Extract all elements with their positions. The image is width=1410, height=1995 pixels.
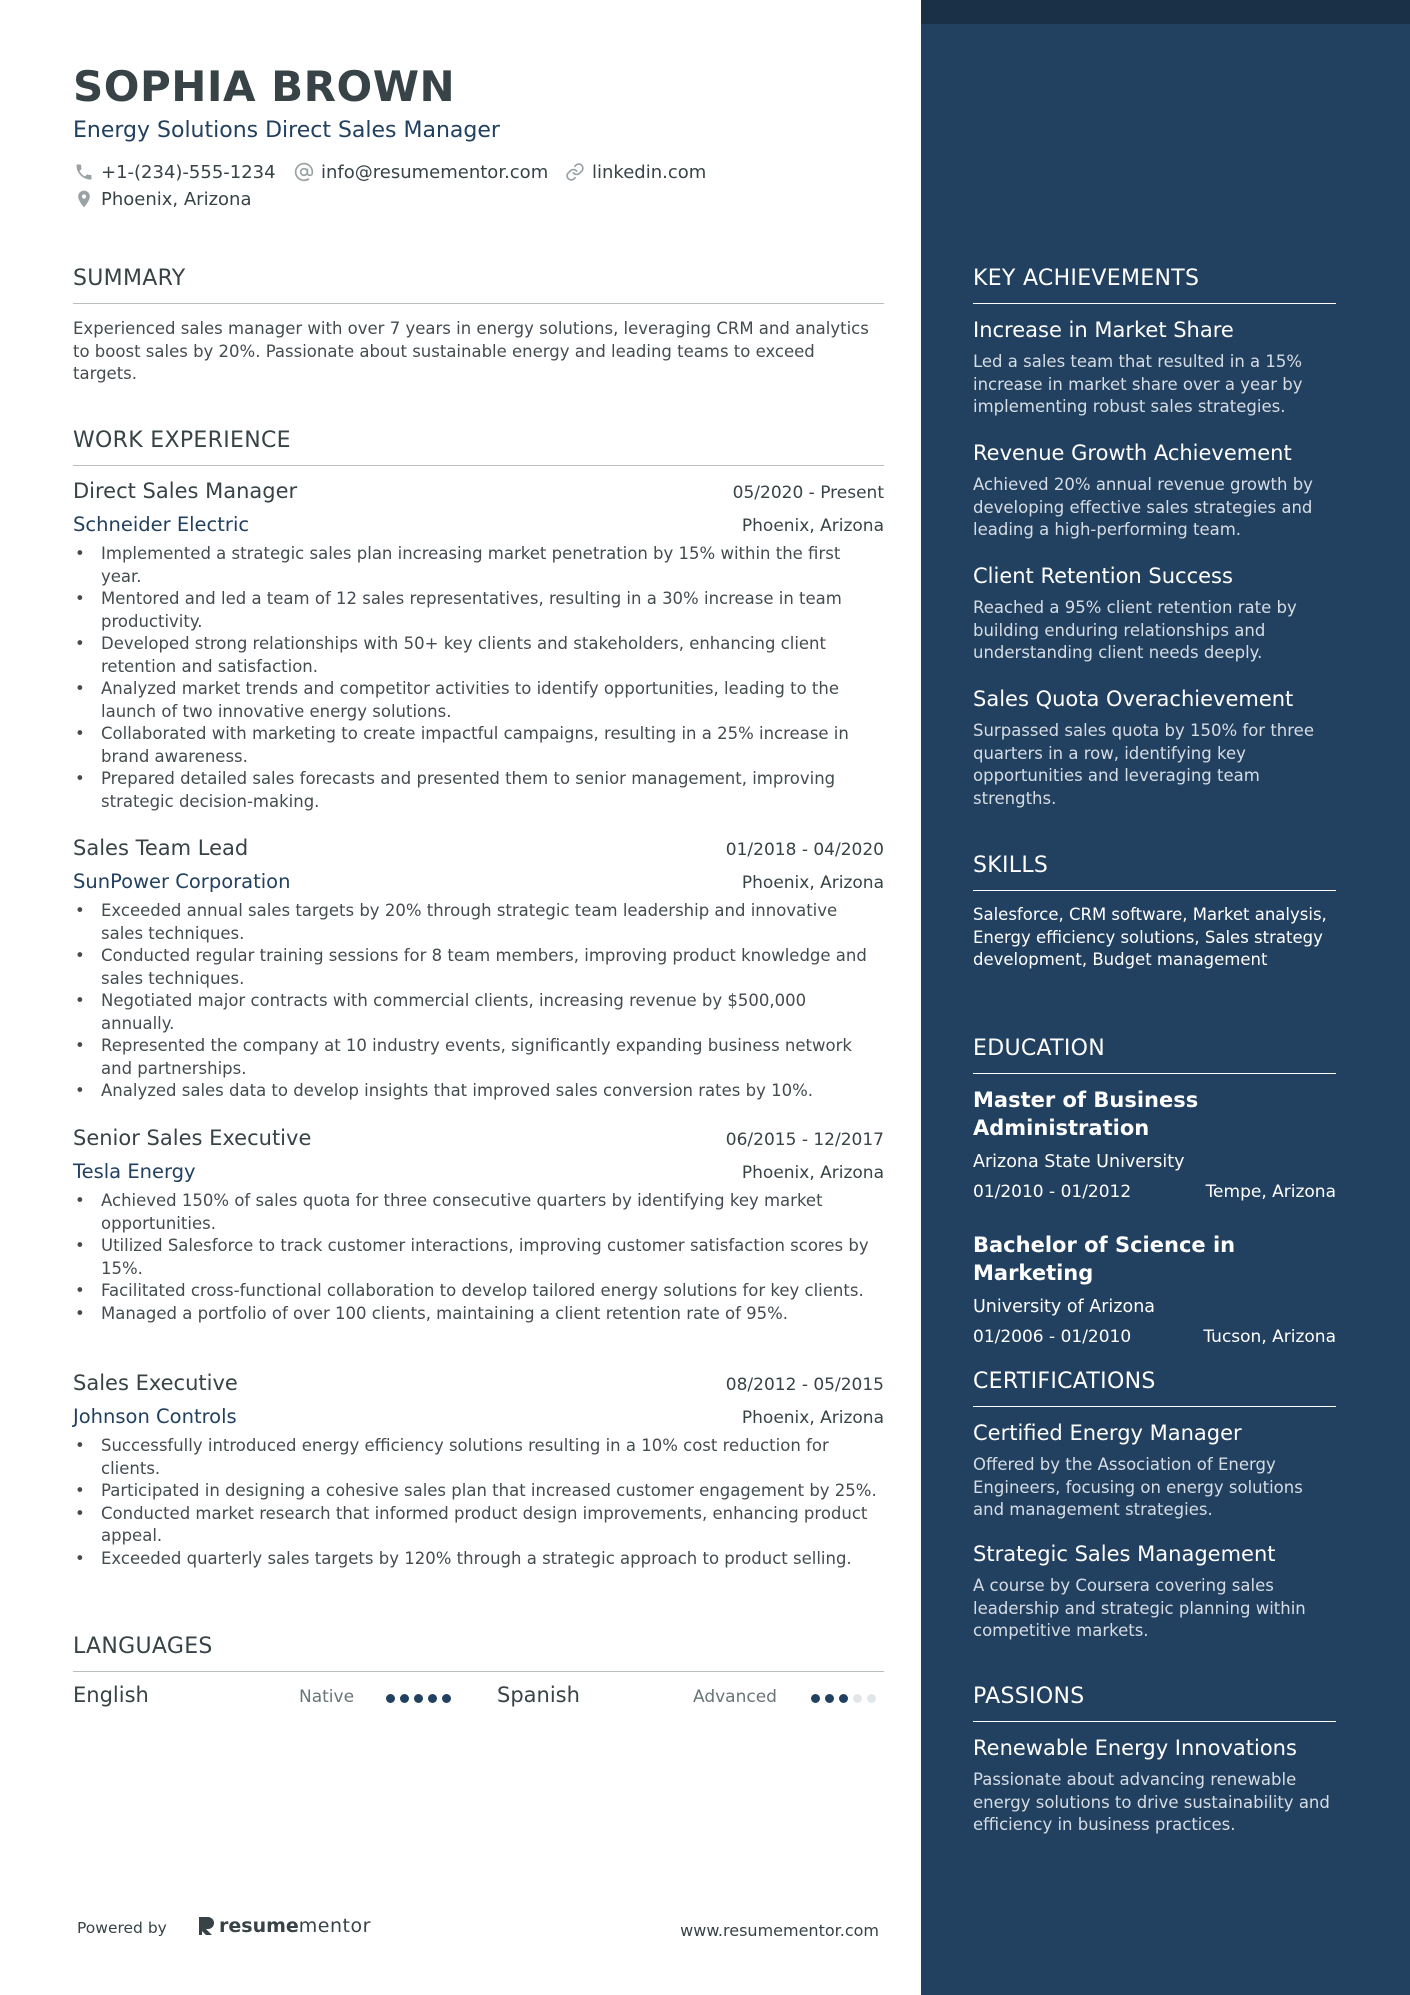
job-location: Phoenix, Arizona: [741, 873, 884, 893]
job-bullet: • Managed a portfolio of over 100 clients, maintaining a client retention rate of 95%.: [73, 1303, 884, 1326]
map-pin-icon: [73, 188, 95, 210]
education-location: Tempe, Arizona: [1205, 1182, 1336, 1202]
language-name: Spanish: [497, 1683, 580, 1707]
location-text: Phoenix, Arizona: [101, 188, 252, 210]
job-bullets: [73, 543, 884, 813]
education-dates: 01/2006 - 01/2010: [973, 1327, 1132, 1347]
achievement-item: [973, 685, 1336, 810]
job-bullet: • Represented the company at 10 industry events, significantly expanding business network and partnerships.: [73, 1035, 884, 1080]
job-bullet: • Prepared detailed sales forecasts and presented them to senior management, improving strategic decision-making.: [73, 768, 884, 813]
job-company: Johnson Controls: [73, 1405, 237, 1428]
education-location: Tucson, Arizona: [1203, 1327, 1336, 1347]
rating-dot-filled: [811, 1694, 820, 1703]
language-level: Advanced: [693, 1687, 777, 1707]
footer-url[interactable]: www.resumementor.com: [680, 1921, 879, 1940]
rating-dot-filled: [825, 1694, 834, 1703]
logo-text-light: mentor: [298, 1915, 371, 1937]
job-dates: 06/2015 - 12/2017: [725, 1130, 884, 1150]
contact-linkedin: [564, 161, 706, 183]
job-title: Senior Sales Executive: [73, 1126, 312, 1150]
certification-text: Offered by the Association of Energy Engineers, focusing on energy solutions and management strategies.: [973, 1455, 1303, 1519]
education-item: [973, 1231, 1336, 1347]
achievement-text: Achieved 20% annual revenue growth by developing effective sales strategies and leading a high-performing team.: [973, 475, 1313, 539]
powered-by-label: Powered by: [77, 1919, 167, 1937]
job-bullet: • Analyzed market trends and competitor activities to identify opportunities, leading to the launch of two innovative energy solutions.: [73, 678, 884, 723]
candidate-name: SOPHIA BROWN: [73, 62, 456, 111]
achievement-title: Sales Quota Overachievement: [973, 687, 1294, 711]
job-bullet: • Utilized Salesforce to track customer interactions, improving customer satisfaction scores by 15%.: [73, 1235, 884, 1280]
job-company: Tesla Energy: [73, 1160, 196, 1183]
education-heading: EDUCATION: [973, 1036, 1336, 1074]
achievement-title: Increase in Market Share: [973, 318, 1234, 342]
education-meta: [973, 1327, 1336, 1347]
logo-mark-icon: [198, 1916, 215, 1936]
job-location: Phoenix, Arizona: [741, 516, 884, 536]
job-bullet: • Exceeded quarterly sales targets by 120% through a strategic approach to product selling.: [73, 1548, 884, 1571]
job-location: Phoenix, Arizona: [741, 1163, 884, 1183]
job-title: Sales Team Lead: [73, 836, 249, 860]
education-degree: Master of Business Administration: [973, 1088, 1199, 1140]
certifications-heading: CERTIFICATIONS: [973, 1369, 1336, 1407]
achievement-item: [973, 316, 1336, 419]
languages-list: [73, 1683, 884, 1715]
language-level: Native: [299, 1687, 355, 1707]
job-bullet: • Facilitated cross-functional collaboration to develop tailored energy solutions for key clients.: [73, 1280, 884, 1303]
education-school: University of Arizona: [973, 1297, 1156, 1317]
education-meta: [973, 1182, 1336, 1202]
certification-text: A course by Coursera covering sales leadership and strategic planning within competitive markets.: [973, 1576, 1306, 1640]
rating-dot-empty: [853, 1694, 862, 1703]
skills-heading: SKILLS: [973, 853, 1336, 891]
resumementor-logo[interactable]: [198, 1915, 371, 1937]
job-dates: 01/2018 - 04/2020: [725, 840, 884, 860]
rating-dot-filled: [428, 1694, 437, 1703]
job-title: Sales Executive: [73, 1371, 238, 1395]
logo-text-bold: resume: [219, 1915, 299, 1937]
achievements-heading: KEY ACHIEVEMENTS: [973, 266, 1336, 304]
certification-item: [973, 1540, 1336, 1643]
achievement-title: Client Retention Success: [973, 564, 1233, 588]
language-name: English: [73, 1683, 149, 1707]
achievement-title: Revenue Growth Achievement: [973, 441, 1292, 465]
education-item: [973, 1086, 1336, 1202]
job-dates: 08/2012 - 05/2015: [725, 1375, 884, 1395]
job-bullet: • Participated in designing a cohesive sales plan that increased customer engagement by 25%.: [73, 1480, 884, 1503]
rating-dot-filled: [839, 1694, 848, 1703]
rating-dot-filled: [442, 1694, 451, 1703]
phone-text: +1-(234)-555-1234: [101, 161, 276, 183]
job-bullet: • Implemented a strategic sales plan increasing market penetration by 15% within the first year.: [73, 543, 884, 588]
job-dates: 05/2020 - Present: [732, 483, 884, 503]
achievement-item: [973, 562, 1336, 665]
education-dates: 01/2010 - 01/2012: [973, 1182, 1132, 1202]
job-bullet: • Negotiated major contracts with commercial clients, increasing revenue by $500,000 annually.: [73, 990, 884, 1035]
contact-location: [73, 188, 251, 210]
link-icon: [564, 161, 586, 183]
certification-title: Certified Energy Manager: [973, 1421, 1242, 1445]
job-bullet: • Achieved 150% of sales quota for three consecutive quarters by identifying key market opportunities.: [73, 1190, 884, 1235]
certification-item: [973, 1419, 1336, 1522]
job-company: SunPower Corporation: [73, 870, 291, 893]
job-entry: [73, 836, 884, 1103]
rating-dot-empty: [867, 1694, 876, 1703]
achievement-item: [973, 439, 1336, 542]
rating-dot-filled: [400, 1694, 409, 1703]
summary-heading: SUMMARY: [73, 266, 884, 304]
job-title: Direct Sales Manager: [73, 479, 298, 503]
job-bullet: • Mentored and led a team of 12 sales representatives, resulting in a 30% increase in team productivity.: [73, 588, 884, 633]
job-bullet: • Analyzed sales data to develop insights that improved sales conversion rates by 10%.: [73, 1080, 884, 1103]
education-degree: Bachelor of Science in Marketing: [973, 1233, 1236, 1285]
email-text[interactable]: info@resumementor.com: [321, 161, 549, 183]
rating-dot-filled: [414, 1694, 423, 1703]
job-bullets: [73, 1190, 884, 1325]
achievement-text: Reached a 95% client retention rate by building enduring relationships and understanding client needs deeply.: [973, 598, 1297, 662]
job-bullet: • Successfully introduced energy efficiency solutions resulting in a 10% cost reduction for clients.: [73, 1435, 884, 1480]
achievement-text: Led a sales team that resulted in a 15% increase in market share over a year by implementing robust sales strategies.: [973, 352, 1303, 416]
language-rating: [386, 1694, 451, 1703]
sidebar: [921, 0, 1410, 1995]
language-rating: [811, 1694, 876, 1703]
passion-item: [973, 1734, 1336, 1837]
job-bullet: • Conducted regular training sessions for 8 team members, improving product knowledge and sales techniques.: [73, 945, 884, 990]
job-entry: [73, 479, 884, 813]
languages-heading: LANGUAGES: [73, 1634, 884, 1672]
certification-title: Strategic Sales Management: [973, 1542, 1276, 1566]
candidate-role: Energy Solutions Direct Sales Manager: [73, 118, 500, 143]
job-entry: [73, 1126, 884, 1325]
job-company: Schneider Electric: [73, 513, 250, 536]
summary-text: Experienced sales manager with over 7 years in energy solutions, leveraging CRM and analytics to boost sales by 20%. Passionate about sustainable energy and leading teams to exceed targets.: [73, 319, 869, 383]
skills-list: [973, 904, 1336, 972]
job-bullets: [73, 1435, 884, 1570]
education-school: Arizona State University: [973, 1152, 1185, 1172]
job-entry: [73, 1371, 884, 1570]
at-sign-icon: [293, 161, 315, 183]
job-bullet: • Developed strong relationships with 50+ key clients and stakeholders, enhancing client retention and satisfaction.: [73, 633, 884, 678]
sidebar-top-band: [921, 0, 1410, 24]
passions-heading: PASSIONS: [973, 1684, 1336, 1722]
experience-heading: WORK EXPERIENCE: [73, 428, 884, 466]
contact-email: [293, 161, 548, 183]
phone-icon: [73, 161, 95, 183]
contact-phone: [73, 161, 276, 183]
job-location: Phoenix, Arizona: [741, 1408, 884, 1428]
passion-text: Passionate about advancing renewable energy solutions to drive sustainability and efficiency in business practices.: [973, 1770, 1330, 1834]
linkedin-text[interactable]: linkedin.com: [592, 161, 707, 183]
job-bullets: [73, 900, 884, 1103]
job-bullet: • Conducted market research that informed product design improvements, enhancing product appeal.: [73, 1503, 884, 1548]
skills-text: Salesforce, CRM software, Market analysis, Energy efficiency solutions, Sales strategy development, Budget management: [973, 905, 1327, 969]
achievement-text: Surpassed sales quota by 150% for three quarters in a row, identifying key opportunities and leveraging team strengths.: [973, 721, 1314, 808]
passion-title: Renewable Energy Innovations: [973, 1736, 1297, 1760]
rating-dot-filled: [386, 1694, 395, 1703]
job-bullet: • Collaborated with marketing to create impactful campaigns, resulting in a 25% increase in brand awareness.: [73, 723, 884, 768]
job-bullet: • Exceeded annual sales targets by 20% through strategic team leadership and innovative sales techniques.: [73, 900, 884, 945]
